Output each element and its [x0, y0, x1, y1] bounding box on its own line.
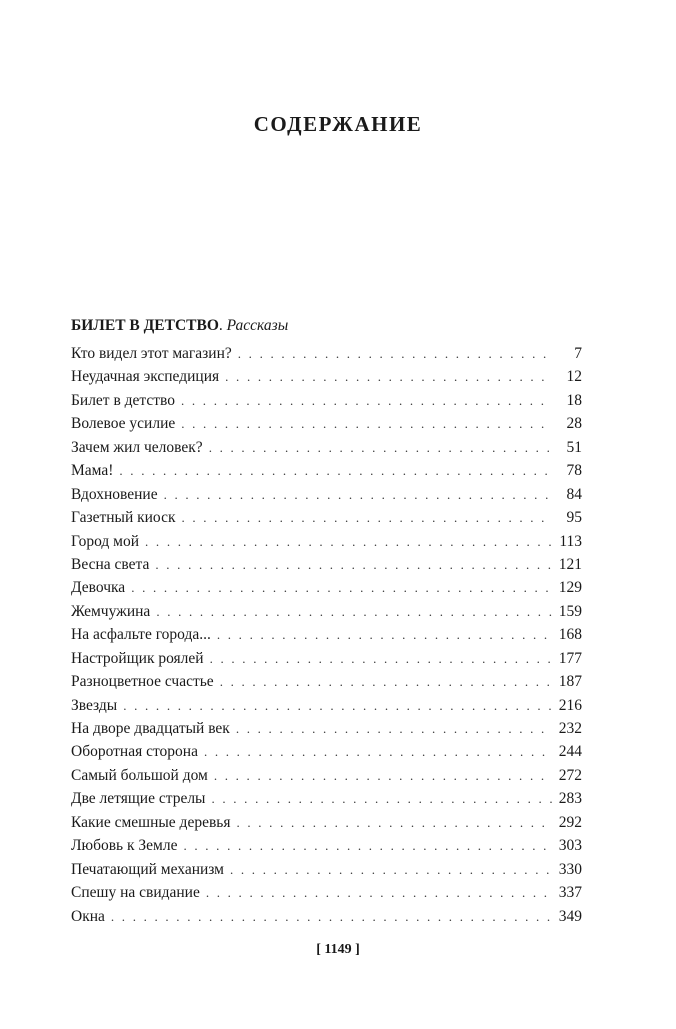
dot-leader [211, 787, 552, 810]
dot-leader [220, 670, 552, 693]
entry-page-number: 177 [558, 649, 582, 667]
page-title: СОДЕРЖАНИЕ [253, 112, 423, 136]
entry-page-number: 216 [558, 696, 582, 714]
entry-page-number: 303 [558, 837, 582, 855]
dot-leader [204, 740, 552, 763]
dot-leader [214, 764, 552, 787]
section-separator: . [218, 317, 227, 334]
toc-entry [71, 787, 582, 810]
table-of-contents [71, 342, 582, 928]
entry-title: Газетный киоск [71, 509, 176, 527]
entry-page-number: 330 [558, 860, 582, 878]
entry-page-number: 129 [558, 579, 582, 597]
entry-title: Город мой [71, 532, 140, 550]
entry-page-number: 159 [558, 602, 582, 620]
entry-title: Оборотная сторона [71, 743, 198, 761]
entry-title: Какие смешные деревья [71, 813, 231, 831]
entry-page-number: 51 [566, 438, 582, 456]
entry-title: Разноцветное счастье [71, 673, 214, 691]
entry-page-number: 168 [558, 626, 582, 644]
dot-leader [225, 365, 552, 388]
entry-page-number: 292 [558, 813, 582, 831]
entry-title: Мама! [71, 462, 114, 480]
toc-entry [71, 905, 582, 928]
toc-entry [71, 389, 582, 412]
toc-entry [71, 436, 582, 459]
toc-entry [71, 858, 582, 881]
dot-leader [181, 506, 552, 529]
entry-title: Неудачная экспедиция [71, 368, 220, 386]
toc-entry [71, 811, 582, 834]
dot-leader [209, 436, 552, 459]
toc-entry [71, 506, 582, 529]
toc-entry [71, 600, 582, 623]
toc-entry [71, 365, 582, 388]
section-title: БИЛЕТ В ДЕТСТВО [71, 317, 219, 334]
page-number: [ 1149 ] [316, 942, 360, 957]
entry-title: На дворе двадцатый век [71, 720, 230, 737]
entry-page-number: 28 [566, 415, 582, 433]
dot-leader [164, 483, 552, 506]
dot-leader [236, 717, 552, 740]
toc-entry [71, 553, 582, 576]
entry-page-number: 232 [558, 720, 582, 737]
entry-title: Билет в детство [71, 391, 175, 409]
toc-entry [71, 342, 582, 365]
entry-page-number: 337 [558, 884, 582, 902]
section-subtitle: Рассказы [226, 317, 289, 334]
entry-page-number: 283 [558, 790, 582, 808]
dot-leader [119, 459, 552, 482]
dot-leader [123, 694, 552, 717]
dot-leader [238, 342, 552, 365]
dot-leader [181, 389, 552, 412]
entry-title: Волевое усилие [71, 415, 176, 433]
entry-page-number: 7 [574, 345, 582, 362]
entry-page-number: 121 [558, 555, 582, 573]
dot-leader [236, 811, 552, 834]
entry-title: Окна [71, 907, 105, 925]
entry-title: На асфальте города... [71, 626, 211, 644]
toc-entry [71, 694, 582, 717]
entry-page-number: 78 [566, 462, 582, 480]
dot-leader [156, 600, 552, 623]
entry-title: Самый большой дом [71, 766, 208, 784]
toc-entry [71, 483, 582, 506]
toc-entry [71, 459, 582, 482]
toc-entry [71, 576, 582, 599]
dot-leader [155, 553, 552, 576]
dot-leader [183, 834, 552, 857]
dot-leader [230, 858, 552, 881]
toc-entry [71, 530, 582, 553]
entry-title: Зачем жил человек? [71, 438, 203, 456]
toc-entry [71, 764, 582, 787]
toc-entry [71, 717, 582, 740]
entry-page-number: 187 [558, 673, 582, 691]
dot-leader [181, 412, 552, 435]
dot-leader [217, 623, 552, 646]
entry-page-number: 244 [558, 743, 582, 761]
entry-page-number: 113 [559, 532, 582, 550]
entry-page-number: 84 [566, 485, 582, 503]
entry-title: Две летящие стрелы [71, 790, 206, 808]
entry-title: Любовь к Земле [71, 837, 178, 855]
entry-page-number: 272 [558, 766, 582, 784]
entry-page-number: 18 [566, 391, 582, 409]
entry-title: Вдохновение [71, 485, 158, 503]
entry-title: Девочка [71, 579, 126, 597]
entry-title: Жемчужина [71, 602, 151, 620]
entry-page-number: 95 [566, 509, 582, 527]
entry-title: Настройщик роялей [71, 649, 204, 667]
entry-title: Кто видел этот магазин? [71, 345, 232, 362]
entry-title: Печатающий механизм [71, 860, 224, 878]
toc-entry [71, 670, 582, 693]
entry-page-number: 349 [558, 907, 582, 925]
dot-leader [131, 576, 552, 599]
toc-entry [71, 881, 582, 904]
toc-entry [71, 834, 582, 857]
toc-entry [71, 412, 582, 435]
toc-entry [71, 623, 582, 646]
dot-leader [145, 530, 552, 553]
dot-leader [206, 881, 552, 904]
dot-leader [111, 905, 552, 928]
entry-page-number: 12 [566, 368, 582, 386]
section-heading [71, 317, 288, 335]
entry-title: Спешу на свидание [71, 884, 200, 902]
toc-entry [71, 647, 582, 670]
dot-leader [210, 647, 552, 670]
toc-entry [71, 740, 582, 763]
entry-title: Весна света [71, 555, 150, 573]
entry-title: Звезды [71, 696, 118, 714]
